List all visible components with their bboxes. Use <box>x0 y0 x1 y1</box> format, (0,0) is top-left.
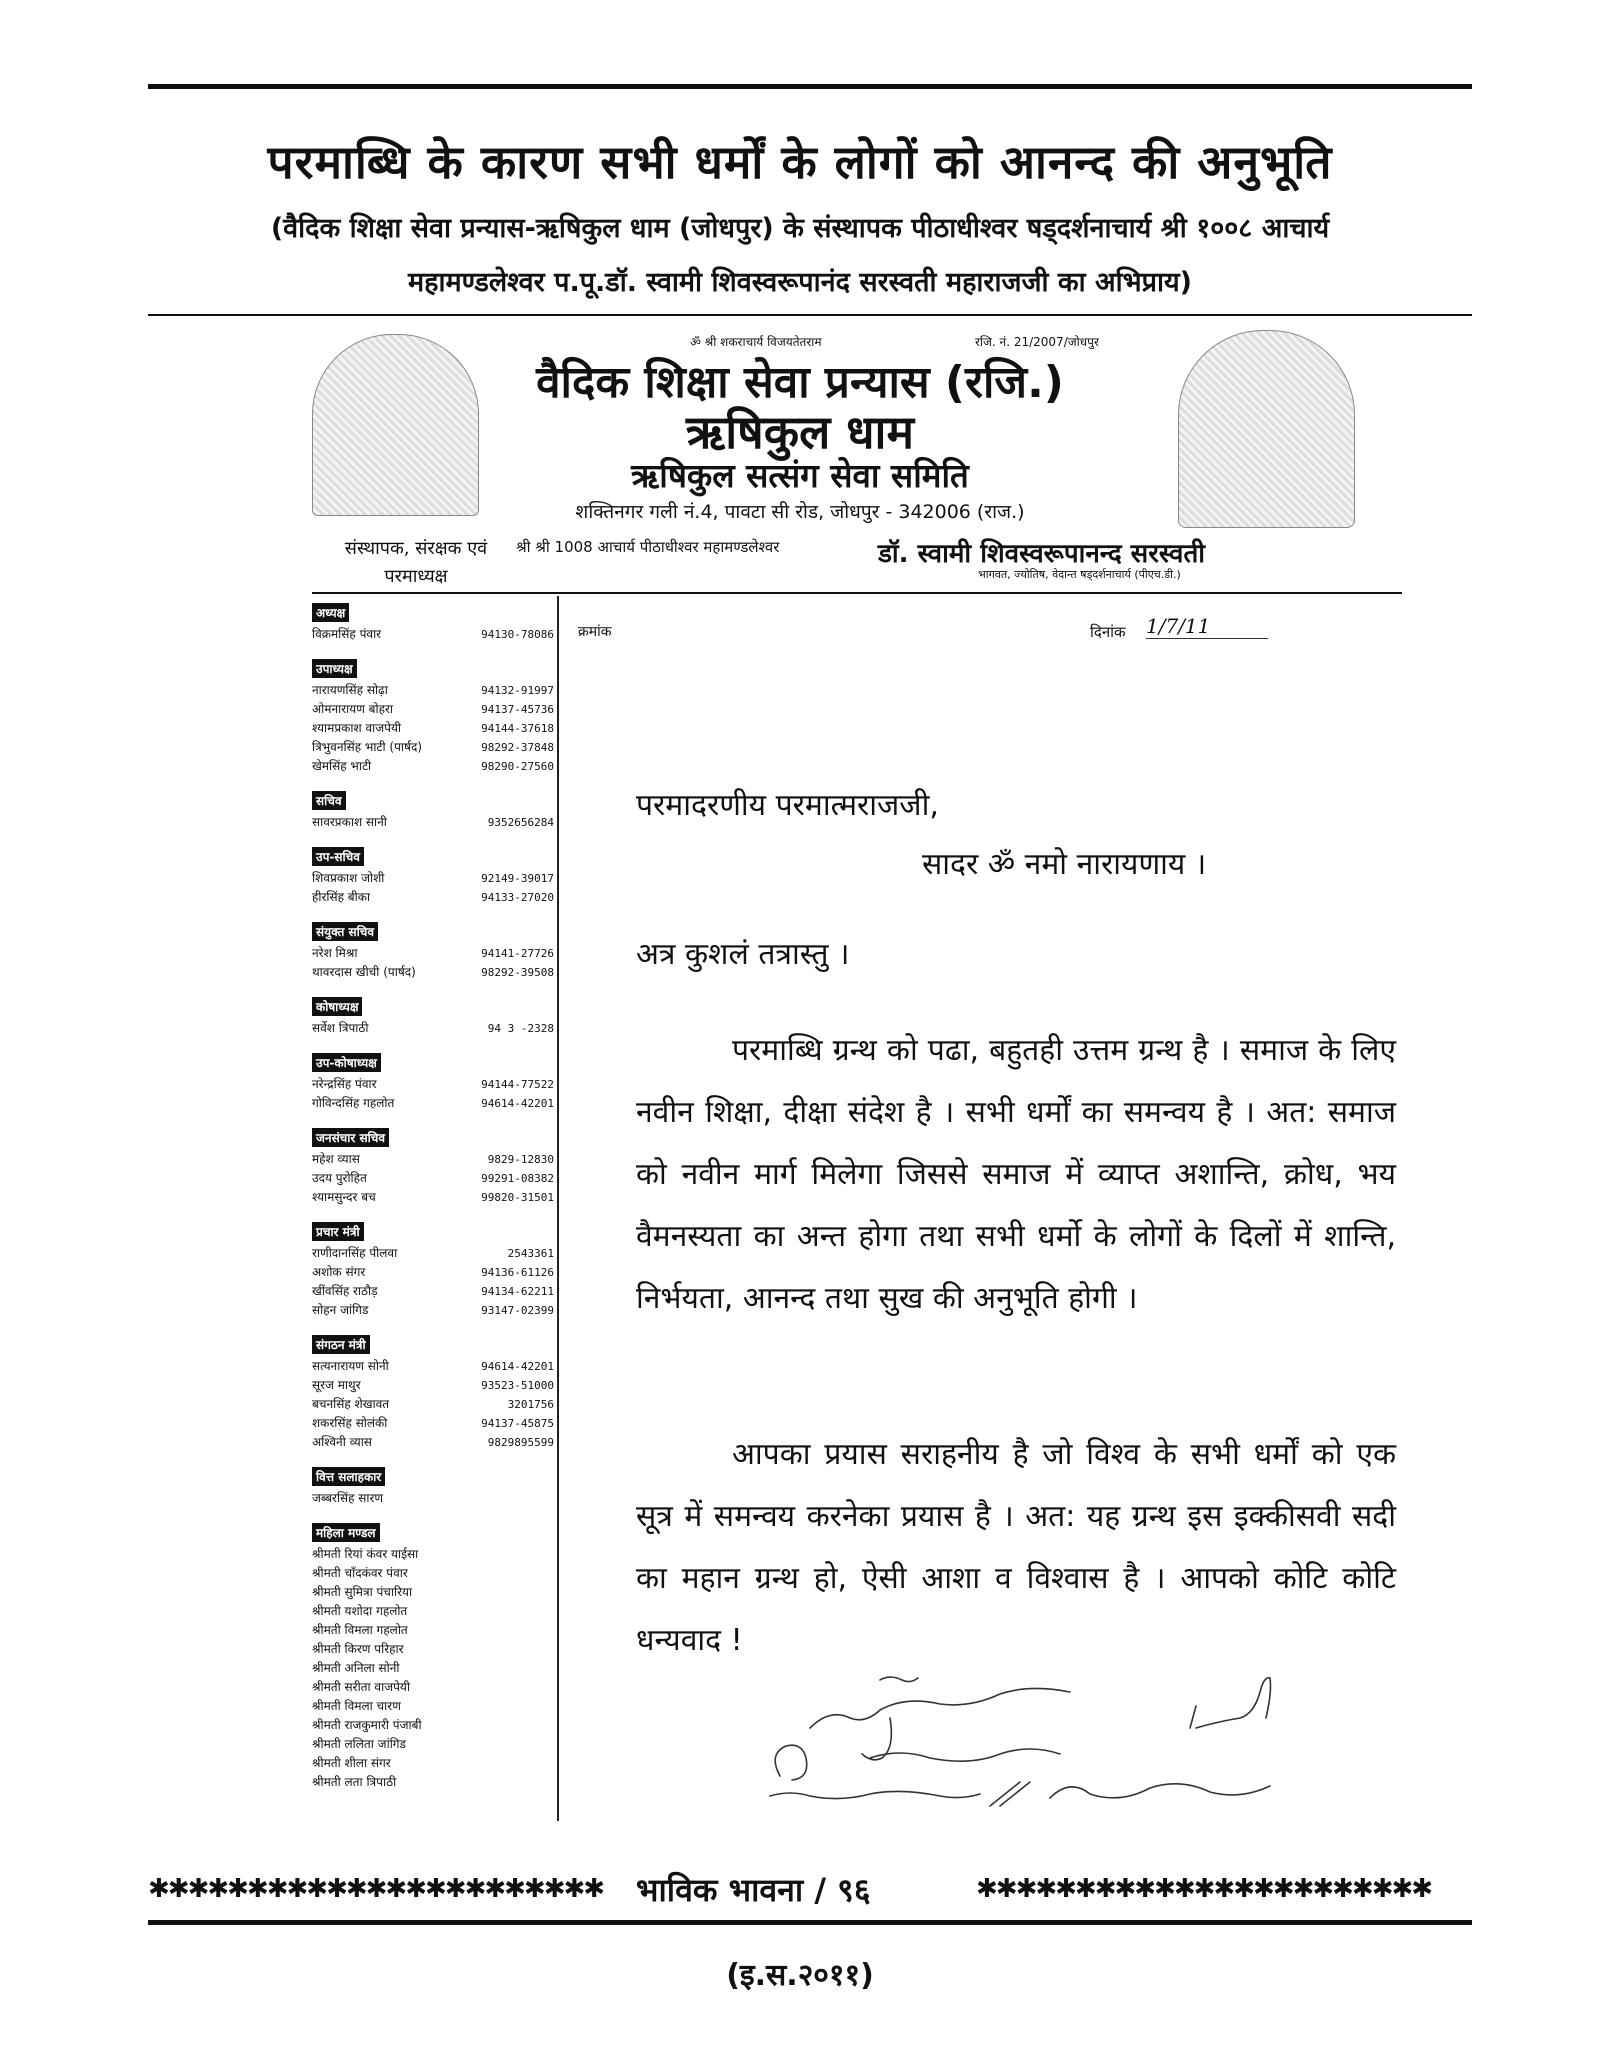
member-name: सत्यनारायण सोनी <box>312 1359 389 1373</box>
member-row <box>312 1169 554 1188</box>
swami-name: डॉ. स्वामी शिवस्वरूपानन्द सरस्वती <box>878 539 1206 569</box>
dinank-label: दिनांक <box>1090 623 1126 641</box>
swami-portrait-right <box>1178 330 1355 528</box>
top-rule <box>148 84 1472 89</box>
saint-portrait-left <box>312 334 479 516</box>
member-phone: 98292-37848 <box>481 741 554 754</box>
member-row <box>312 1075 554 1094</box>
member-group-title: सचिव <box>312 791 346 810</box>
registration-number: रजि. नं. 21/2007/जोधपुर <box>975 335 1099 349</box>
member-name: श्रीमती राजकुमारी पंजाबी <box>312 1718 422 1732</box>
member-row <box>312 738 554 757</box>
member-row <box>312 1773 554 1792</box>
title-rule <box>148 314 1472 316</box>
member-name: श्रीमती सरीता वाजपेयी <box>312 1680 411 1694</box>
member-phone: 93523-51000 <box>481 1379 554 1392</box>
member-name: नारायणसिंह सोढ़ा <box>312 683 388 697</box>
organization-name: वैदिक शिक्षा सेवा प्रन्यास (रजि.) <box>536 357 1064 408</box>
member-group-title: महिला मण्डल <box>312 1523 380 1542</box>
member-group <box>312 1334 554 1452</box>
member-group <box>312 1127 554 1207</box>
member-name: नरेन्द्रसिंह पंवार <box>312 1077 377 1091</box>
member-row <box>312 1602 554 1621</box>
member-name: त्रिभुवनसिंह भाटी (पार्षद) <box>312 740 423 754</box>
member-group <box>312 1466 554 1508</box>
member-phone: 99820-31501 <box>481 1191 554 1204</box>
member-name: थावरदास खीची (पार्षद) <box>312 965 416 979</box>
footer-year: (इ.स.२०११) <box>726 1958 874 1993</box>
member-row <box>312 813 554 832</box>
member-row <box>312 625 554 644</box>
salutation: परमादरणीय परमात्मराजजी, <box>636 788 939 823</box>
member-row <box>312 1282 554 1301</box>
member-row <box>312 1545 554 1564</box>
member-name: श्रीमती विमला चारण <box>312 1699 401 1713</box>
member-row <box>312 963 554 982</box>
member-name: श्रीमती ललिता जांगिड <box>312 1737 406 1751</box>
member-group-title: कोषाध्यक्ष <box>312 997 362 1016</box>
letter-paragraph-2: आपका प्रयास सराहनीय है जो विश्व के सभी धर्मों को एक सूत्र में समन्वय करनेका प्रयास है । अत: यह ग्रन्थ इस इक्कीसवी सदी का महान ग्रन्थ हो, ऐसी आशा व विश्वास है । आपको कोटि कोटि धन्यवाद ! <box>636 1437 1396 1658</box>
member-name: हीरसिंह बीका <box>312 890 371 904</box>
member-row <box>312 944 554 963</box>
member-name: महेश व्यास <box>312 1152 360 1166</box>
member-name: उदय पुरोहित <box>312 1171 367 1185</box>
footer-page-label: भाविक भावना / ९६ <box>636 1871 871 1909</box>
member-row <box>312 1150 554 1169</box>
member-phone: 3201756 <box>507 1398 554 1411</box>
member-row <box>312 719 554 738</box>
acharya-title: श्री श्री 1008 आचार्य पीठाधीश्वर महामण्डलेश्वर <box>516 538 780 556</box>
member-name: श्रीमती रियां कंवर याईसा <box>312 1547 419 1561</box>
member-name: सावरप्रकाश सानी <box>312 815 387 829</box>
member-row <box>312 1019 554 1038</box>
letterhead-rule <box>312 592 1402 594</box>
member-phone: 94136-61126 <box>481 1266 554 1279</box>
member-phone: 94 3 -2328 <box>487 1022 554 1035</box>
member-name: श्रीमती चाँदकंवर पंवार <box>312 1566 408 1580</box>
letter-paragraph-1: परमाब्धि ग्रन्थ को पढा, बहुतही उत्तम ग्रन्थ है । समाज के लिए नवीन शिक्षा, दीक्षा संदेश है । सभी धर्मों का समन्वय है । अत: समाज को नवीन मार्ग मिलेगा जिससे समाज में व्याप्त अशान्ति, क्रोध, भय वैमनस्यता का अन्त होगा तथा सभी धर्मो के लोगों के दिलों में शान्ति, निर्भयता, आनन्द तथा सुख की अनुभूति होगी । <box>636 1033 1396 1316</box>
member-group <box>312 921 554 982</box>
member-group <box>312 658 554 776</box>
member-name: सोहन जांगिड <box>312 1303 369 1317</box>
footer-rule <box>148 1920 1472 1925</box>
member-row <box>312 1621 554 1640</box>
member-row <box>312 1489 554 1508</box>
member-group <box>312 1221 554 1320</box>
member-name: श्रीमती किरण परिहार <box>312 1642 404 1656</box>
member-name: सूरज माथुर <box>312 1378 361 1392</box>
member-group-title: जनसंचार सचिव <box>312 1128 389 1147</box>
member-phone: 94137-45875 <box>481 1417 554 1430</box>
member-group-title: वित्त सलाहकार <box>312 1467 385 1486</box>
member-row <box>312 1754 554 1773</box>
member-name: गोविन्दसिंह गहलोत <box>312 1096 395 1110</box>
member-group <box>312 1522 554 1792</box>
member-phone: 94614-42201 <box>481 1097 554 1110</box>
member-name: श्रीमती सुमित्रा पंचारिया <box>312 1585 413 1599</box>
member-phone: 94141-27726 <box>481 947 554 960</box>
member-name: ओमनारायण बोहरा <box>312 702 394 716</box>
member-group-title: उप-कोषाध्यक्ष <box>312 1053 381 1072</box>
member-name: शिवप्रकाश जोशी <box>312 871 385 885</box>
member-name: श्यामप्रकाश वाजपेयी <box>312 721 402 735</box>
member-name: अश्विनी व्यास <box>312 1435 372 1449</box>
member-phone: 93147-02399 <box>481 1304 554 1317</box>
member-row <box>312 1244 554 1263</box>
member-group-title: उपाध्यक्ष <box>312 659 357 678</box>
member-phone: 94130-78086 <box>481 628 554 641</box>
member-row <box>312 1735 554 1754</box>
member-group-title: प्रचार मंत्री <box>312 1222 364 1241</box>
member-row <box>312 888 554 907</box>
member-row <box>312 1094 554 1113</box>
member-group <box>312 790 554 832</box>
member-row <box>312 1357 554 1376</box>
member-phone: 99291-08382 <box>481 1172 554 1185</box>
footer-ornament-right: ✱✱✱✱✱✱✱✱✱✱✱✱✱✱✱✱✱✱✱✱✱✱✱ <box>976 1874 1432 1904</box>
member-group-title: अध्यक्ष <box>312 603 349 622</box>
member-phone: 9829895599 <box>487 1436 554 1449</box>
member-phone: 94614-42201 <box>481 1360 554 1373</box>
member-row <box>312 1716 554 1735</box>
member-name: जब्बरसिंह सारण <box>312 1491 384 1505</box>
address: शक्तिनगर गली नं.4, पावटा सी रोड, जोधपुर - 342006 (राज.) <box>575 501 1025 523</box>
article-subtitle-line2: महामण्डलेश्वर प.पू.डॉ. स्वामी शिवस्वरूपानंद सरस्वती महाराजजी का अभिप्राय) <box>407 267 1193 298</box>
member-phone: 98290-27560 <box>481 760 554 773</box>
sidebar-divider <box>557 596 559 1821</box>
samiti-name: ऋषिकुल सत्संग सेवा समिति <box>631 456 969 495</box>
member-phone: 2543361 <box>507 1247 554 1260</box>
member-group-title: संगठन मंत्री <box>312 1335 370 1354</box>
member-name: खींवसिंह राठौड़ <box>312 1284 378 1298</box>
member-row <box>312 1640 554 1659</box>
member-row <box>312 1583 554 1602</box>
member-row <box>312 1263 554 1282</box>
member-row <box>312 700 554 719</box>
member-row <box>312 1564 554 1583</box>
footer-ornament-left: ✱✱✱✱✱✱✱✱✱✱✱✱✱✱✱✱✱✱✱✱✱✱✱ <box>148 1874 604 1904</box>
members-list <box>312 602 554 1806</box>
member-phone: 94144-37618 <box>481 722 554 735</box>
swami-qualifications: भागवत, ज्योतिष, वेदान्त षड्दर्शनाचार्य (पीएच.डी.) <box>978 568 1181 581</box>
member-name: श्रीमती लता त्रिपाठी <box>312 1775 397 1789</box>
member-group <box>312 846 554 907</box>
member-name: विक्रमसिंह पंवार <box>312 627 382 641</box>
member-phone: 9352656284 <box>487 816 554 829</box>
member-group <box>312 996 554 1038</box>
member-row <box>312 757 554 776</box>
founder-role: संस्थापक, संरक्षक एवं परमाध्यक्ष <box>344 538 488 587</box>
member-name: श्रीमती विमला गहलोत <box>312 1623 408 1637</box>
member-phone: 94133-27020 <box>481 891 554 904</box>
member-row <box>312 1414 554 1433</box>
member-name: श्यामसुन्दर बच <box>312 1190 376 1204</box>
member-row <box>312 1659 554 1678</box>
member-row <box>312 1301 554 1320</box>
member-name: सर्वेश त्रिपाठी <box>312 1021 369 1035</box>
member-group-title: उप-सचिव <box>312 847 364 866</box>
member-row <box>312 1678 554 1697</box>
greeting: सादर ॐ नमो नारायणाय । <box>922 847 1207 882</box>
member-phone: 98292-39508 <box>481 966 554 979</box>
member-row <box>312 869 554 888</box>
kramank-label: क्रमांक <box>578 624 612 640</box>
member-name: श्रीमती यशोदा गहलोत <box>312 1604 408 1618</box>
member-name: श्रीमती अनिला सोनी <box>312 1661 400 1675</box>
member-group-title: संयुक्त सचिव <box>312 922 378 941</box>
member-name: बचनसिंह शेखावत <box>312 1397 390 1411</box>
member-name: अशोक संगर <box>312 1265 366 1279</box>
member-name: राणीदानसिंह पीलवा <box>312 1246 398 1260</box>
member-row <box>312 1433 554 1452</box>
member-phone: 94144-77522 <box>481 1078 554 1091</box>
member-name: खेमसिंह भाटी <box>312 759 372 773</box>
article-subtitle-line1: (वैदिक शिक्षा सेवा प्रन्यास-ऋषिकुल धाम (जोधपुर) के संस्थापक पीठाधीश्वर षड्दर्शनाचार्य श्री १००८ आचार्य <box>270 213 1330 244</box>
member-row <box>312 681 554 700</box>
letterhead-invocation: ॐ श्री शकराचार्य विजयतेतराम <box>690 335 822 349</box>
member-name: नरेश मिश्रा <box>312 946 358 960</box>
letter-date: 1/7/11 <box>1146 614 1268 639</box>
member-group <box>312 602 554 644</box>
member-group <box>312 1052 554 1113</box>
member-row <box>312 1376 554 1395</box>
kushal-line: अत्र कुशलं तत्रास्तु । <box>636 937 850 972</box>
member-phone: 9829-12830 <box>487 1153 554 1166</box>
handwritten-signature <box>750 1668 1390 1818</box>
member-phone: 92149-39017 <box>481 872 554 885</box>
article-title: परमाब्धि के कारण सभी धर्मों के लोगों को आनन्द की अनुभूति <box>267 135 1333 189</box>
dham-name: ऋषिकुल धाम <box>686 405 914 459</box>
member-name: श्रीमती शीला संगर <box>312 1756 391 1770</box>
member-phone: 94134-62211 <box>481 1285 554 1298</box>
member-row <box>312 1188 554 1207</box>
member-row <box>312 1697 554 1716</box>
member-phone: 94132-91997 <box>481 684 554 697</box>
member-name: शकरसिंह सोलंकी <box>312 1416 388 1430</box>
member-row <box>312 1395 554 1414</box>
member-phone: 94137-45736 <box>481 703 554 716</box>
